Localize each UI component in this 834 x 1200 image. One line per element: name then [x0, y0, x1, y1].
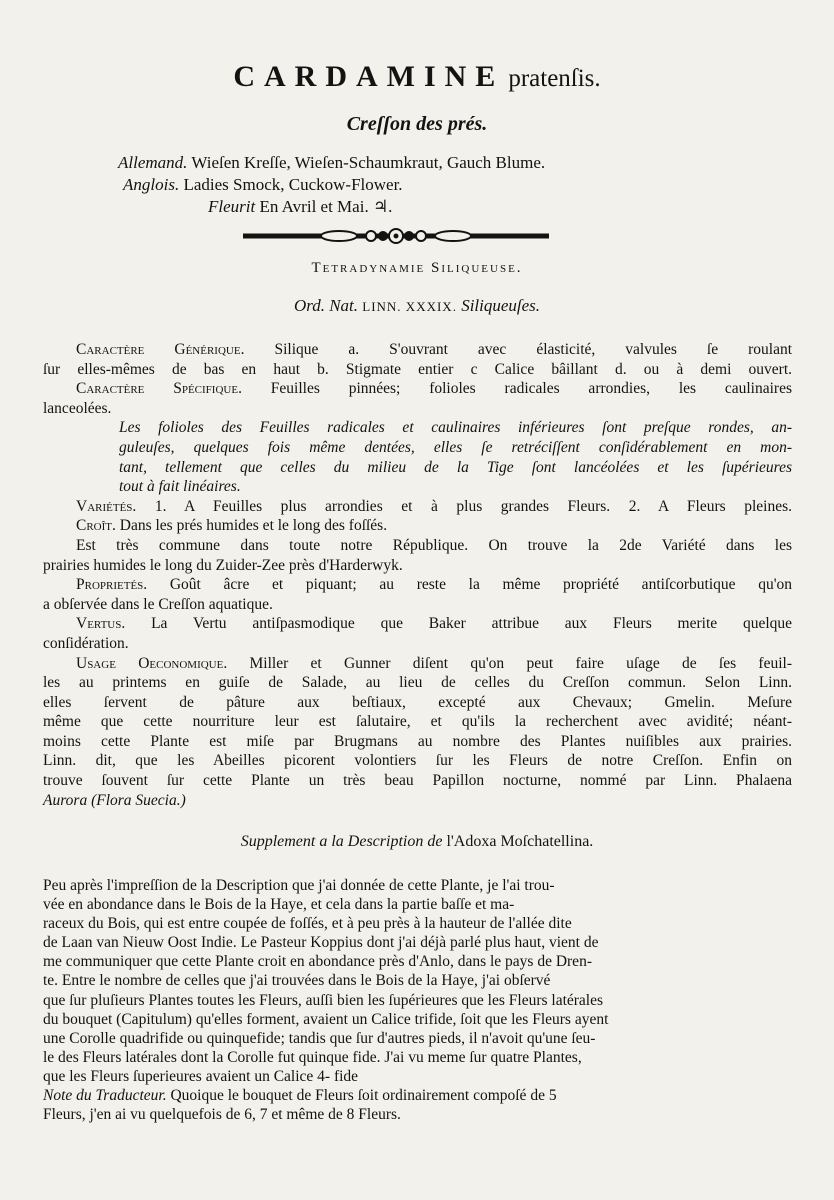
italic-note-line: tant, tellement que celles du milieu de la Tige ſont lancéolées et les ſupérieures [119, 458, 792, 476]
text-line: elles ſervent de pâture aux beſtiaux, excepté aux Chevaux; Gmelin. Meſure [43, 693, 792, 711]
vernacular-names [118, 152, 545, 218]
text-line: même que cette nourriture leur est ſalutaire, et qu'ils la recherchent avec avidité; néant- [43, 713, 792, 731]
text-line: une Corolle quadrifide ou quinquefide; tandis que ſur d'autres pieds, il n'avoit qu'une ſeu- [43, 1029, 596, 1047]
virtues: Vertus. La Vertu antiſpasmodique que Baker attribue aux Fleurs merite quelque [76, 615, 793, 633]
text-line: Linn. dit, que les Abeilles picorent volontiers ſur les Fleurs de notre Creſſon. Enfin on [43, 752, 792, 770]
italic-note-line: guleuſes, quelques fois même dentées, elles ſe retréciſſent conſidérablement en mon- [119, 438, 792, 456]
text-line: Fleurs, j'en ai vu quelquefois de 6, 7 et même de 8 Fleurs. [43, 1106, 401, 1124]
text-line: vée en abondance dans le Bois de la Haye, et cela dans la partie baſſe et ma- [43, 896, 515, 914]
text-line: lanceolées. [43, 399, 112, 417]
supplement-body [43, 876, 792, 1124]
text-line: trouve ſouvent ſur cette Plante un très beau Papillon nocturne, nommé par Linn. Phalaena [43, 772, 792, 790]
text-line: ſur elles-mêmes de bas en haut b. Stigmate entier c Calice bâillant d. ou à demi ouvert. [43, 360, 792, 378]
text-line: prairies humides le long du Zuider-Zee près d'Harderwyk. [43, 556, 403, 574]
italic-note-line: Les folioles des Feuilles radicales et caulinaires inférieures ſont preſque rondes, an- [119, 419, 792, 437]
generic-character: Caractère Générique. Silique a. S'ouvrant avec élasticité, valvules ſe roulant [76, 341, 793, 358]
name-row-english: Anglois. Ladies Smock, Cuckow-Flower. [123, 175, 403, 194]
description-body [43, 340, 792, 810]
french-name: Creſſon des prés. [346, 113, 488, 135]
supplement-title: Supplement a la Description de l'Adoxa Moſchatellina. [240, 833, 594, 850]
text-line: Est très commune dans toute notre République. On trouve la 2de Variété dans les [76, 536, 792, 554]
italic-note-line: tout à fait linéaires. [119, 478, 241, 496]
economic-usage: Usage Oeconomique. Miller et Gunner diſent qu'on peut faire uſage de ſes feuil- [76, 654, 792, 672]
genus-name: CARDAMINE [233, 60, 505, 93]
text-line: raceux du Bois, qui est entre coupée de foſſés, et à peu près à la hauteur de l'allée dite [43, 915, 572, 933]
natural-order: Ord. Nat. LINN. XXXIX. Siliqueuſes. [293, 296, 541, 315]
ornament-divider-icon [243, 224, 549, 248]
translator-note: Note du Traducteur. Quoique le bouquet de Fleurs ſoit ordinairement compoſé de 5 [43, 1087, 557, 1105]
text-line: te. Entre le nombre de celles que j'ai trouvées dans le Bois de la Haye, j'ai obſervé [43, 972, 551, 990]
properties: Proprietés. Goût âcre et piquant; au reste la même propriété antiſcorbutique qu'on [76, 576, 792, 594]
page-title [0, 60, 834, 94]
text-line: conſidération. [43, 634, 129, 652]
class-heading: Tetradynamie Siliqueuse. [311, 260, 523, 276]
text-line: de Laan van Nieuw Oost Indie. Le Pasteur Koppius dont j'ai déjà parlé plus haut, vient de [43, 934, 599, 952]
text-line: le des Fleurs latérales dont la Corolle fut quinque fide. J'ai vu meme ſur quatre Plantes, [43, 1048, 582, 1066]
text-line: moins cette Plante est miſe par Brugmans au nombre des Plantes nuiſibles aux prairies. [43, 732, 792, 750]
name-row-german: Allemand. Wieſen Kreſſe, Wieſen-Schaumkraut, Gauch Blume. [118, 153, 546, 172]
text-line: a obſervée dans le Creſſon aquatique. [43, 595, 273, 613]
text-line: que ſur pluſieurs Plantes toutes les Fleurs, auſſi bien les ſupérieures que les Fleurs latérales [43, 991, 604, 1009]
specific-character: Caractère Spécifique. Feuilles pinnées; folioles radicales arrondies, les caulinaires [76, 380, 792, 398]
text-line: les au printems en guiſe de Salade, au lieu de celles du Creſſon commun. Selon Linn. [43, 674, 792, 692]
text-line: du bouquet (Capitulum) qu'elles forment, avaient un Calice trifide, ſoit que les Fleurs ayent [43, 1010, 609, 1028]
text-line: Aurora (Flora Suecia.) [43, 791, 186, 809]
flowering-row: Fleurit En Avril et Mai. ♃. [208, 197, 393, 216]
text-line: que les Fleurs ſuperieures avaient un Calice 4- fide [43, 1067, 359, 1085]
text-line: me communiquer que cette Plante croit en abondance près d'Anlo, dans le pays de Dren- [43, 953, 592, 971]
habitat: Croît. Dans les prés humides et le long des foſſés. [76, 517, 388, 535]
varieties: Variétés. 1. A Feuilles plus arrondies et à plus grandes Fleurs. 2. A Fleurs pleines. [76, 497, 792, 515]
species-name: pratenſis. [508, 65, 601, 92]
text-line: Peu après l'impreſſion de la Description que j'ai donnée de cette Plante, je l'ai trou- [43, 877, 555, 894]
